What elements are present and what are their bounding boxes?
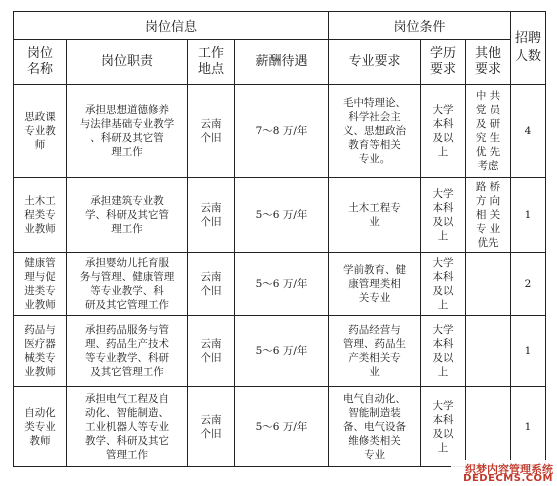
recruit-count-header: 招聘 人数 [511,12,546,85]
table-row [14,387,546,467]
education-cell: 大学 本科 及以 上 [421,316,466,387]
group-header-row [14,12,546,40]
post-conditions-header: 岗位条件 [329,12,511,40]
count-cell: 4 [511,85,546,178]
post-info-header: 岗位信息 [14,12,329,40]
duties-cell: 承担思想道德修养 与法律基础专业教学 、科研及其它管 理工作 [67,85,188,178]
education-cell: 大学 本科 及以 上 [421,178,466,253]
table-row [14,316,546,387]
major-cell: 药品经营与 管理、药品生 产类相关专 业 [329,316,421,387]
salary-cell: 5～6 万/年 [235,178,329,253]
count-cell: 1 [511,316,546,387]
post-name-cell: 药品与 医疗器 械类专 业教师 [14,316,67,387]
location-header: 工作 地点 [188,40,235,85]
watermark-domain: DEDECMS.COM [463,473,553,484]
count-cell: 1 [511,178,546,253]
table-row [14,178,546,253]
post-name-cell: 土木工 程类专 业教师 [14,178,67,253]
salary-header: 薪酬待遇 [235,40,329,85]
post-name-cell: 自动化 类专业 教师 [14,387,67,467]
salary-cell: 5～6 万/年 [235,316,329,387]
table-row [14,85,546,178]
other-cell [466,387,511,467]
duties-cell: 承担药品服务与管 理、药品生产技术 等专业教学、科研 及其它管理工作 [67,316,188,387]
salary-cell: 5～6 万/年 [235,253,329,316]
column-header-row [14,40,546,85]
other-cell [466,253,511,316]
post-name-header: 岗位 名称 [14,40,67,85]
other-header: 其他 要求 [466,40,511,85]
location-cell: 云南 个旧 [188,178,235,253]
location-cell: 云南 个旧 [188,316,235,387]
other-cell [466,316,511,387]
major-cell: 电气自动化、 智能制造装 备、电气设备 维修类相关 专业 [329,387,421,467]
salary-cell: 5～6 万/年 [235,387,329,467]
other-cell: 中 共 党 员 及 研 究 生 优 先 考虑 [466,85,511,178]
other-cell: 路 桥 方 向 相 关 专 业 优先 [466,178,511,253]
duties-cell: 承担婴幼儿托育服 务与管理、健康管理 等专业教学、科 研及其它管理工作 [67,253,188,316]
post-name-cell: 健康管 理与促 进类专 业教师 [14,253,67,316]
table-row [14,253,546,316]
duties-cell: 承担建筑专业教 学、科研及其它管 理工作 [67,178,188,253]
education-cell: 大学 本科 及以 上 [421,85,466,178]
duties-header: 岗位职责 [67,40,188,85]
major-cell: 毛中特理论、 科学社会主 义、思想政治 教育等相关 专业。 [329,85,421,178]
salary-cell: 7～8 万/年 [235,85,329,178]
recruitment-table [13,11,546,467]
major-header: 专业要求 [329,40,421,85]
major-cell: 土木工程专 业 [329,178,421,253]
duties-cell: 承担电气工程及自 动化、智能制造、 工业机器人等专业 教学、科研及其它 管理工作 [67,387,188,467]
location-cell: 云南 个旧 [188,387,235,467]
location-cell: 云南 个旧 [188,85,235,178]
post-name-cell: 思政课 专业教 师 [14,85,67,178]
education-cell: 大学 本科 及以 上 [421,253,466,316]
count-cell: 1 [511,387,546,467]
education-header: 学历 要求 [421,40,466,85]
location-cell: 云南 个旧 [188,253,235,316]
count-cell: 2 [511,253,546,316]
watermark-title: 织梦内容管理系统 [465,463,553,476]
education-cell: 大学 本科 及以 上 [421,387,466,467]
watermark [451,460,557,486]
major-cell: 学前教育、健 康管理类相 关专业 [329,253,421,316]
